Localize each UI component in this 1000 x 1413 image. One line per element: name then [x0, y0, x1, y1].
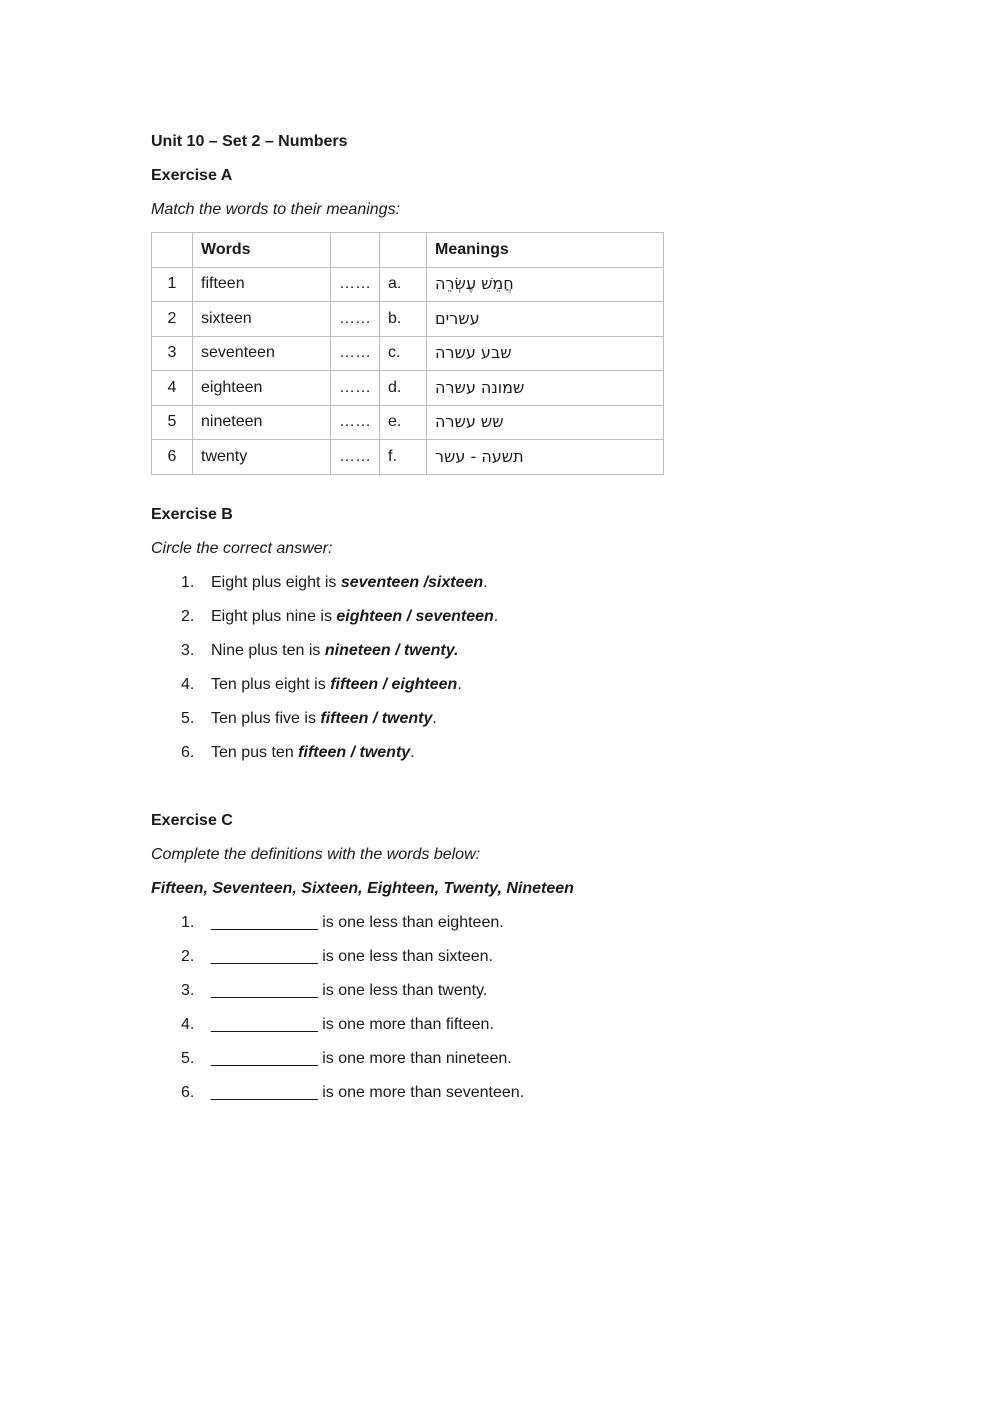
item-suffix: .	[410, 743, 415, 761]
item-prefix: Ten pus ten	[211, 743, 299, 761]
header-letter	[380, 233, 427, 268]
header-num	[152, 233, 193, 268]
list-item	[151, 1047, 851, 1081]
item-prefix: Ten plus eight is	[211, 675, 331, 693]
exercise-a-heading: Exercise A	[151, 167, 233, 184]
row-answer-blank[interactable]: ……	[331, 267, 380, 302]
item-number: 1.	[181, 573, 195, 591]
header-words: Words	[193, 233, 331, 268]
list-item	[151, 1013, 851, 1047]
list-item	[151, 979, 851, 1013]
worksheet	[151, 130, 851, 1115]
definition-text: is one less than sixteen.	[317, 947, 493, 965]
row-answer-blank[interactable]: ……	[331, 405, 380, 440]
exercise-a-instruction: Match the words to their meanings:	[151, 201, 401, 218]
exercise-b-heading: Exercise B	[151, 505, 233, 523]
answer-blank[interactable]: ____________	[211, 981, 318, 999]
table-row	[152, 405, 664, 440]
row-answer-blank[interactable]: ……	[331, 302, 380, 337]
row-answer-blank[interactable]: ……	[331, 440, 380, 475]
row-meaning: חֲמֵשׁ עֶשְׂרֵה	[435, 274, 514, 294]
table-row	[152, 440, 664, 475]
item-suffix: .	[457, 675, 462, 693]
row-letter: b.	[380, 302, 427, 337]
row-number: 2	[152, 302, 193, 337]
item-prefix: Ten plus five is	[211, 709, 321, 727]
table-row	[152, 371, 664, 406]
answer-blank[interactable]: ____________	[211, 913, 318, 931]
answer-choice[interactable]: fifteen / twenty	[298, 743, 411, 761]
item-number: 5.	[181, 1049, 195, 1067]
row-word: sixteen	[193, 302, 331, 337]
list-item	[151, 673, 851, 707]
list-item	[151, 911, 851, 945]
list-item	[151, 639, 851, 673]
row-letter: e.	[380, 405, 427, 440]
row-meaning: תשעה - עשר	[435, 446, 524, 466]
item-prefix: Nine plus ten is	[211, 641, 325, 659]
exercise-c-instruction: Complete the definitions with the words below:	[151, 845, 481, 863]
table-header-row	[152, 233, 664, 268]
row-answer-blank[interactable]: ……	[331, 336, 380, 371]
definition-text: is one more than nineteen.	[317, 1049, 512, 1067]
row-number: 4	[152, 371, 193, 406]
answer-choice[interactable]: fifteen / eighteen	[330, 675, 458, 693]
row-number: 5	[152, 405, 193, 440]
item-number: 5.	[181, 709, 195, 727]
header-meanings: Meanings	[427, 233, 664, 268]
row-number: 6	[152, 440, 193, 475]
answer-choice[interactable]: nineteen / twenty.	[324, 641, 459, 659]
list-item	[151, 945, 851, 979]
table-row	[152, 302, 664, 337]
row-number: 3	[152, 336, 193, 371]
list-item	[151, 571, 851, 605]
item-number: 2.	[181, 607, 195, 625]
item-number: 4.	[181, 1015, 195, 1033]
row-letter: d.	[380, 371, 427, 406]
row-word: twenty	[193, 440, 331, 475]
row-meaning: שבע עשרה	[435, 343, 512, 363]
item-number: 1.	[181, 913, 195, 931]
item-number: 6.	[181, 1083, 195, 1101]
row-word: fifteen	[193, 267, 331, 302]
item-suffix: .	[432, 709, 437, 727]
item-number: 2.	[181, 947, 195, 965]
word-bank: Fifteen, Seventeen, Sixteen, Eighteen, Twenty, Nineteen	[151, 879, 574, 897]
answer-blank[interactable]: ____________	[211, 1015, 318, 1033]
answer-blank[interactable]: ____________	[211, 1049, 318, 1067]
item-number: 4.	[181, 675, 195, 693]
list-item	[151, 605, 851, 639]
exercise-b-list	[151, 571, 851, 775]
row-letter: f.	[380, 440, 427, 475]
answer-blank[interactable]: ____________	[211, 947, 318, 965]
unit-title: Unit 10 – Set 2 – Numbers	[151, 133, 348, 150]
row-answer-blank[interactable]: ……	[331, 371, 380, 406]
item-suffix: .	[483, 573, 488, 591]
item-number: 3.	[181, 981, 195, 999]
row-word: eighteen	[193, 371, 331, 406]
table-row	[152, 336, 664, 371]
table-row	[152, 267, 664, 302]
list-item	[151, 741, 851, 775]
header-dots	[331, 233, 380, 268]
item-number: 3.	[181, 641, 195, 659]
row-meaning: עשרים	[435, 308, 480, 328]
row-word: seventeen	[193, 336, 331, 371]
exercise-c-list	[151, 911, 851, 1115]
exercise-b-instruction: Circle the correct answer:	[151, 539, 333, 557]
definition-text: is one more than fifteen.	[317, 1015, 494, 1033]
matching-table	[151, 232, 664, 475]
definition-text: is one less than twenty.	[317, 981, 488, 999]
answer-blank[interactable]: ____________	[211, 1083, 318, 1101]
item-number: 6.	[181, 743, 195, 761]
item-suffix: .	[493, 607, 499, 625]
exercise-c-heading: Exercise C	[151, 811, 233, 829]
item-prefix: Eight plus nine is	[211, 607, 337, 625]
row-meaning: שש עשרה	[435, 412, 504, 432]
answer-choice[interactable]: eighteen / seventeen	[336, 607, 494, 625]
definition-text: is one less than eighteen.	[317, 913, 504, 931]
definition-text: is one more than seventeen.	[317, 1083, 525, 1101]
list-item	[151, 707, 851, 741]
row-number: 1	[152, 267, 193, 302]
row-word: nineteen	[193, 405, 331, 440]
list-item	[151, 1081, 851, 1115]
item-prefix: Eight plus eight is	[211, 573, 341, 591]
row-meaning: שמונה עשרה	[435, 377, 525, 397]
answer-choice[interactable]: fifteen / twenty	[320, 709, 433, 727]
row-letter: a.	[380, 267, 427, 302]
answer-choice[interactable]: seventeen /sixteen	[340, 573, 484, 591]
row-letter: c.	[380, 336, 427, 371]
